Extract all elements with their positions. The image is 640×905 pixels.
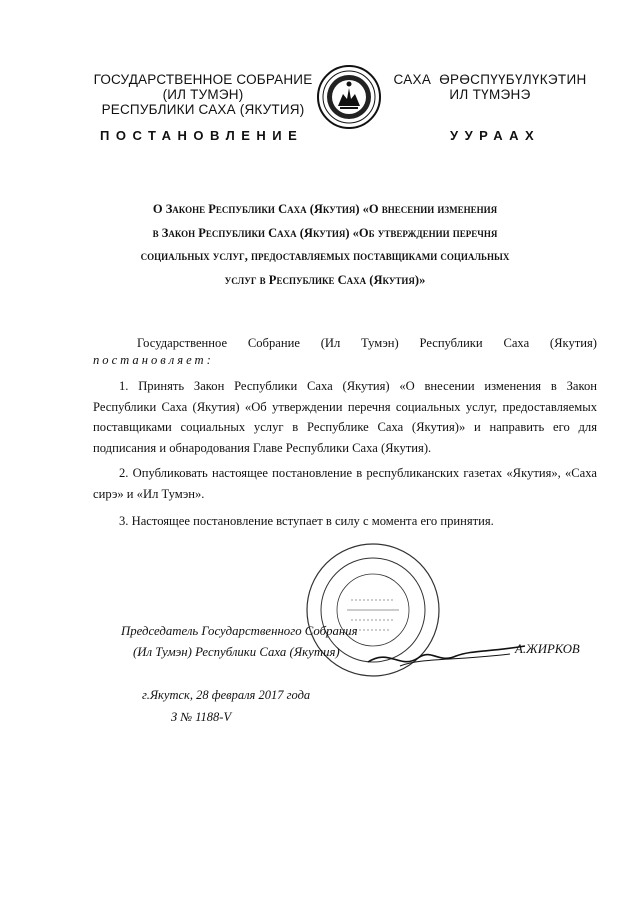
handwritten-signature-icon [360, 628, 530, 678]
document-title [130, 198, 520, 292]
item-1: 1. Принять Закон Республики Саха (Якутия) «О внесении изменения в Закон Республики Саха (Якутия) «Об утверждении перечня социальных услуг, предоставляемых поставщиками социальных услуг в Республике Саха (Якутия)» и направить его для подписания и обнародования Главе Республики Саха (Якутия). [93, 379, 597, 455]
position-line-1: Председатель Государственного Собрания [121, 624, 358, 638]
title-line-1: О Законе Республики Саха (Якутия) «О внесении изменения [152, 202, 498, 216]
intro-paragraph: Государственное Собрание (Ил Тумэн) Республики Саха (Якутия) [137, 336, 597, 350]
item-3: 3. Настоящее постановление вступает в силу с момента его принятия. [119, 514, 494, 528]
signer-name: А.ЖИРКОВ [515, 642, 580, 656]
title-line-3: социальных услуг, предоставляемых поставщиками социальных [140, 249, 510, 263]
republic-emblem-icon [316, 64, 382, 130]
title-line-4: услуг в Республике Саха (Якутия)» [224, 272, 426, 287]
header-right-line-1: САХА ӨРӨСПҮҮБҮЛҮКЭТИН [393, 72, 587, 87]
item-2: 2. Опубликовать настоящее постановление в республиканских газетах «Якутия», «Саха сирэ» и «Ил Тумэн». [93, 466, 597, 501]
header-left-line-1: ГОСУДАРСТВЕННОЕ СОБРАНИЕ [93, 72, 313, 87]
document-number: З № 1188-V [171, 710, 232, 724]
title-line-2: в Закон Республики Саха (Якутия) «Об утверждении перечня [152, 225, 498, 240]
doc-type-ru: ПОСТАНОВЛЕНИЕ [100, 128, 304, 143]
place-and-date: г.Якутск, 28 февраля 2017 года [142, 688, 311, 702]
header-left-block [88, 72, 318, 117]
decrees-word: постановляет: [93, 353, 214, 367]
header-left-line-3: РЕСПУБЛИКИ САХА (ЯКУТИЯ) [101, 102, 305, 117]
doc-type-sakha: УУРААХ [450, 128, 541, 143]
signatory-position [121, 621, 358, 663]
position-line-2: (Ил Тумэн) Республики Саха (Якутия) [133, 645, 340, 659]
header-left-line-2: (ИЛ ТУМЭН) [162, 87, 244, 102]
header-right-line-2: ИЛ ТҮМЭНЭ [449, 87, 531, 102]
header-right-block [385, 72, 595, 102]
